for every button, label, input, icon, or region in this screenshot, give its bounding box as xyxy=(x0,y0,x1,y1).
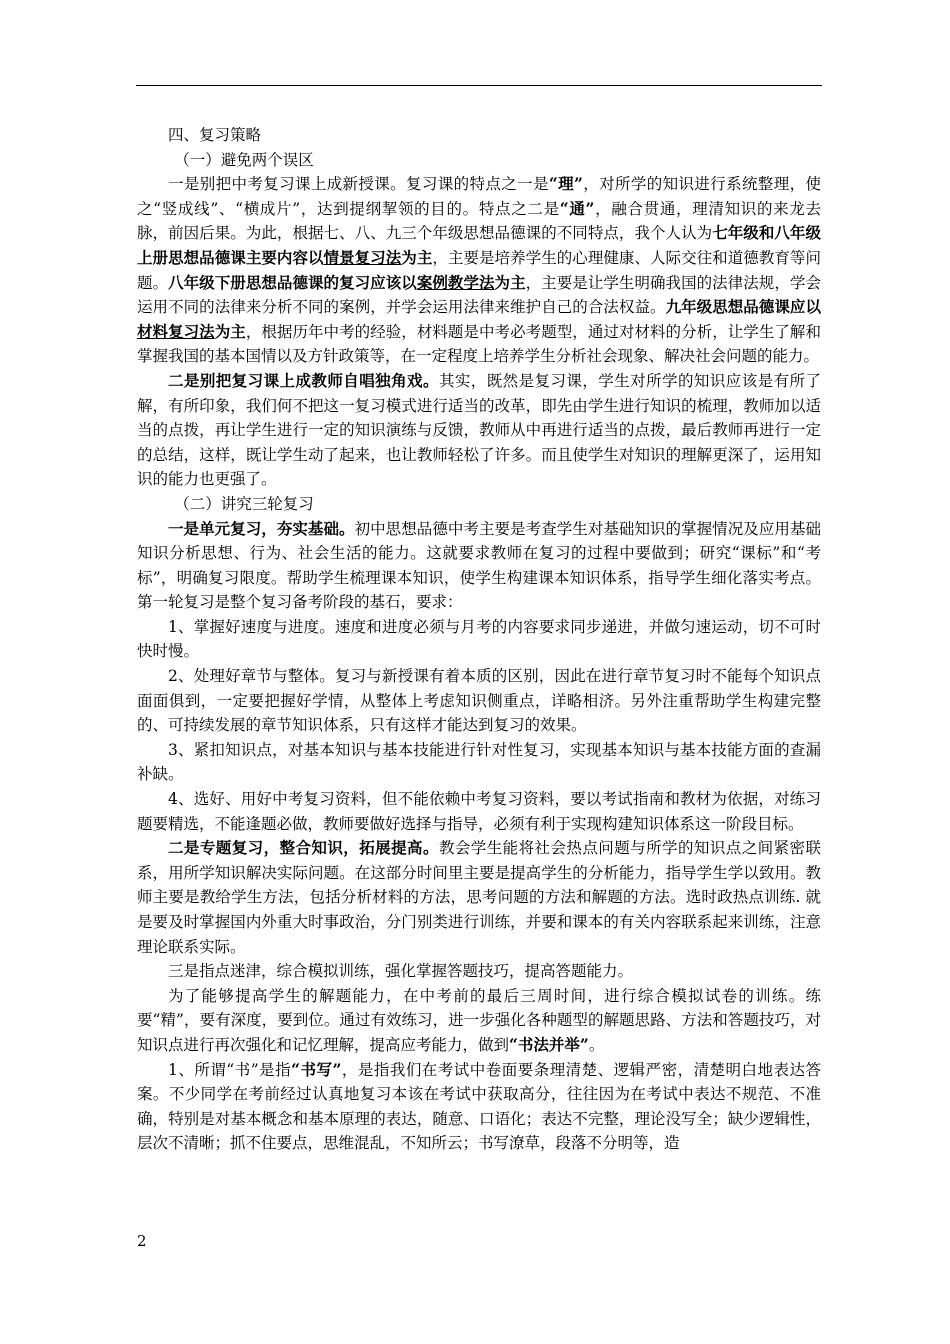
subsection-title: （二）讲究三轮复习 xyxy=(174,494,314,513)
document-body xyxy=(137,123,821,1156)
paragraph: 一是单元复习，夯实基础。初中思想品德中考主要是考查学生对基础知识的掌握情况及应用基础知识分析思想、行为、社会生活的能力。这就要求教师在复习的过程中要做到；研究“课标”和“考标”，明确复习限度。帮助学生梳理课本知识，使学生构建课本知识体系，指导学生细化落实考点。第一轮复习是整个复习备考阶段的基石，要求： xyxy=(137,518,821,612)
paragraph: 为了能够提高学生的解题能力，在中考前的最后三周时间，进行综合模拟试卷的训练。练要“精”，要有深度，要到位。通过有效练习，进一步强化各种题型的解题思路、方法和答题技巧，对知识点进行再次强化和记忆理解，提高应考能力，做到“书法并举”。 xyxy=(137,986,821,1054)
page-number: 2 xyxy=(137,1232,147,1250)
section-heading: 四、复习策略 xyxy=(168,126,262,144)
header-rule xyxy=(136,85,822,86)
list-item: 1、所谓“书”是指“书写”，是指我们在考试中卷面要条理清楚、逻辑严密，清楚明白地表达答案。不少同学在考前经过认真地复习本该在考试中获取高分，往往因为在考试中表达不规范、不准确，特别是对基本概念和基本原理的表达，随意、口语化；表达不完整，理论没写全；缺少逻辑性，层次不清晰；抓不住要点，思维混乱，不知所云；书写潦草，段落不分明等，造 xyxy=(137,1059,821,1153)
paragraph: 二是专题复习，整合知识，拓展提高。教会学生能将社会热点问题与所学的知识点之间紧密联系，用所学知识解决实际问题。在这部分时间里主要是提高学生的分析能力，指导学生学以致用。教师主要是教给学生方法，包括分析材料的方法，思考问题的方法和解题的方法。选时政热点训练. 就是要及时掌握国内外重大时事政治，分门别类进行训练，并要和课本的有关内容联系起来训练，注意理论联系实际。 xyxy=(137,838,821,956)
paragraph: 一是别把中考复习课上成新授课。复习课的特点之一是“理”，对所学的知识进行系统整理，使之“竖成线”、“横成片”，达到提纲挈领的目的。特点之二是“通”，融合贯通，理清知识的来龙去脉，前因后果。为此，根据七、八、九三个年级思想品德课的不同特点，我个人认为七年级和八年级上册思想品德课主要内容以情景复习法为主，主要是培养学生的心理健康、人际交往和道德教育等问题。八年级下册思想品德课的复习应该以案例教学法为主，主要是让学生明确我国的法律法规，学会运用不同的法律来分析不同的案例，并学会运用法律来维护自己的合法权益。九年级思想品德课应以材料复习法为主，根据历年中考的经验，材料题是中考必考题型，通过对材料的分析，让学生了解和掌握我国的基本国情以及方针政策等，在一定程度上培养学生分析社会现象、解决社会问题的能力。 xyxy=(137,174,821,366)
list-item: 4、选好、用好中考复习资料，但不能依赖中考复习资料，要以考试指南和教材为依据，对练习题要精选，不能逢题必做，教师要做好选择与指导，必须有利于实现构建知识体系这一阶段目标。 xyxy=(137,790,821,833)
list-item: 1、掌握好速度与进度。速度和进度必须与月考的内容要求同步递进，并做匀速运动，切不可时快时慢。 xyxy=(137,617,821,661)
subsection-title: （一）避免两个误区 xyxy=(174,150,314,169)
paragraph: 三是指点迷津，综合模拟训练，强化掌握答题技巧，提高答题能力。 xyxy=(168,962,634,981)
paragraph: 二是别把复习课上成教师自唱独角戏。其实，既然是复习课，学生对所学的知识应该是有所了解，有所印象，我们何不把这一复习模式进行适当的改革，即先由学生进行知识的梳理，教师加以适当的点拨，再让学生进行一定的知识演练与反馈，教师从中再进行适当的点拨，最后教师再进行一定的总结，这样，既让学生动了起来，也让教师轻松了许多。而且使学生对知识的理解更深了，运用知识的能力也更强了。 xyxy=(137,370,821,489)
list-item: 3、紧扣知识点，对基本知识与基本技能进行针对性复习，实现基本知识与基本技能方面的查漏补缺。 xyxy=(137,740,821,784)
list-item: 2、处理好章节与整体。复习与新授课有着本质的区别，因此在进行章节复习时不能每个知识点面面俱到，一定要把握好学情，从整体上考虑知识侧重点，详略相济。另外注重帮助学生构建完整的、可持续发展的章节知识体系，只有这样才能达到复习的效果。 xyxy=(137,667,821,735)
